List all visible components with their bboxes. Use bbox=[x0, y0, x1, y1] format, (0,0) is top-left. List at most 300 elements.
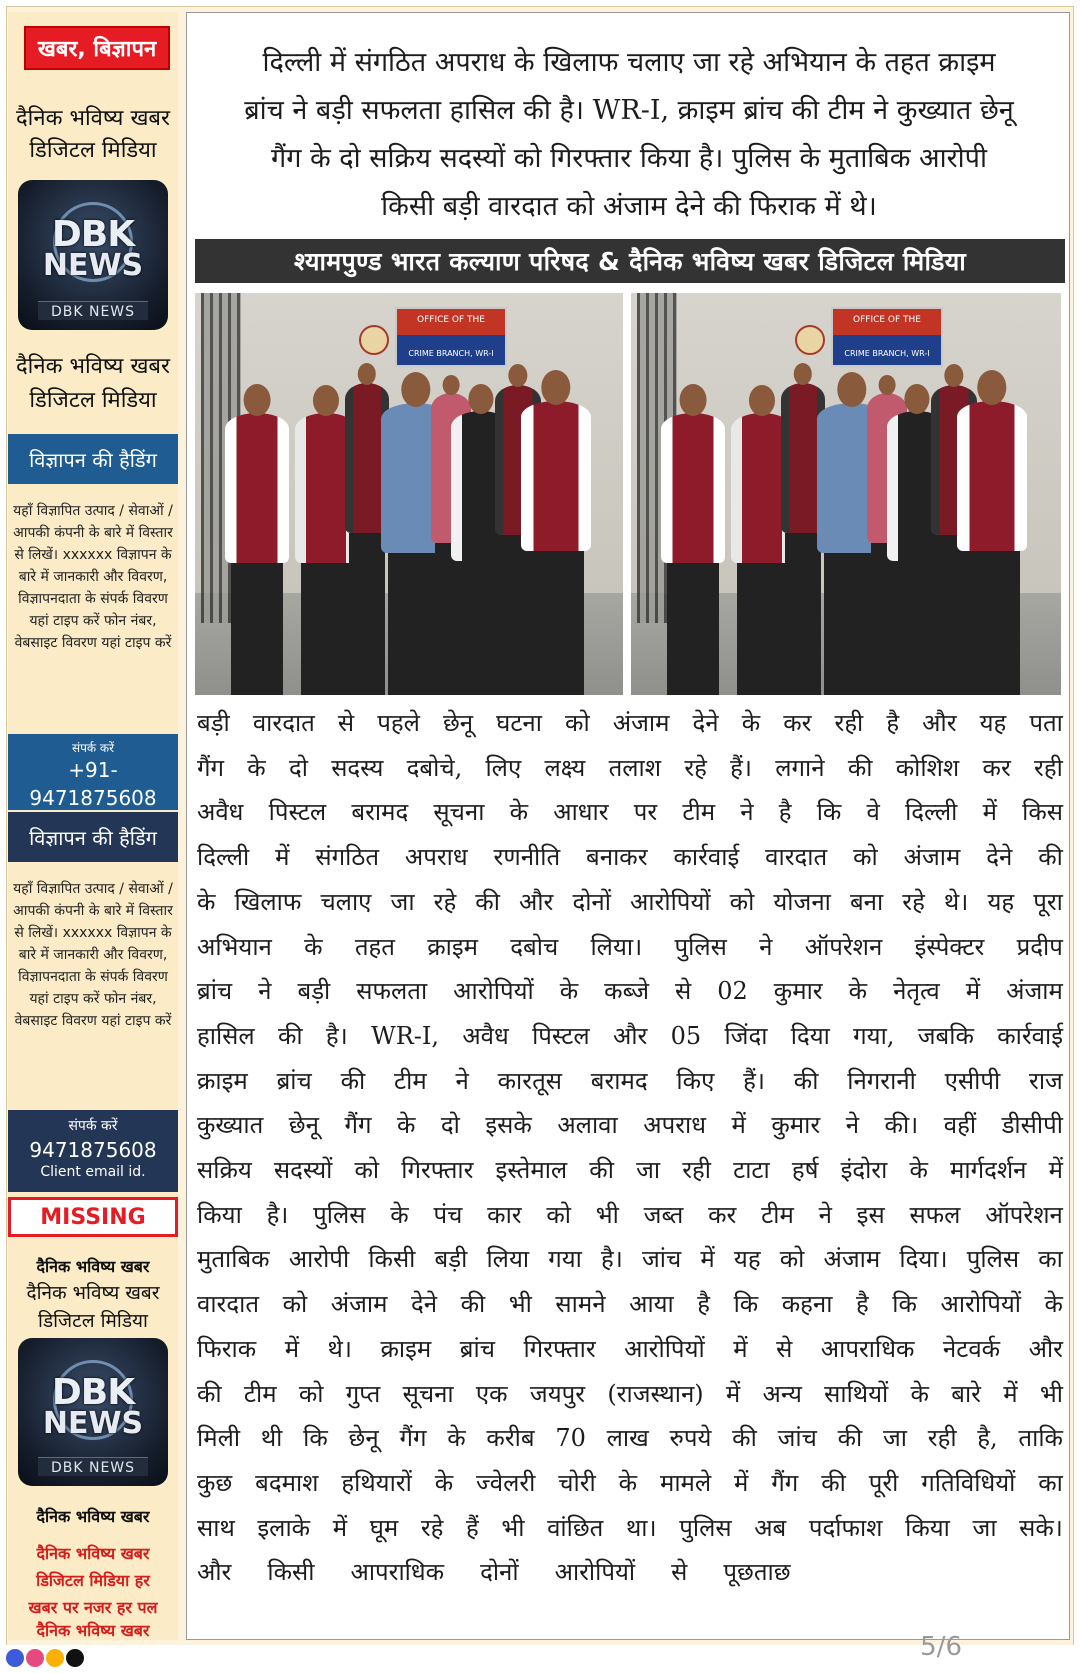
body-word: रही bbox=[682, 1156, 711, 1185]
body-word: अवैध bbox=[197, 798, 244, 827]
body-word: पर्दाफाश bbox=[808, 1513, 883, 1542]
body-line bbox=[197, 969, 1063, 1014]
body-word: रही bbox=[927, 1424, 957, 1453]
body-word: में bbox=[275, 843, 290, 872]
body-word: में bbox=[733, 1334, 748, 1363]
body-line bbox=[197, 880, 1063, 925]
body-word: की bbox=[340, 1066, 366, 1095]
body-word: हर्ष bbox=[791, 1156, 819, 1185]
body-word: तहत bbox=[354, 932, 395, 961]
body-word: हैं। bbox=[730, 753, 753, 782]
missing-line-1: दैनिक भविष्य खबर bbox=[36, 1257, 150, 1276]
body-word: दो bbox=[440, 1111, 460, 1140]
body-word: रहे bbox=[684, 753, 707, 782]
ad-tag: खबर, बिज्ञापन bbox=[24, 26, 170, 70]
brand2-line-1: दैनिक भविष्य खबर bbox=[16, 354, 170, 379]
body-line bbox=[197, 1193, 1063, 1238]
body-word: वे bbox=[866, 798, 880, 827]
body-word: लक्ष्य bbox=[544, 753, 586, 782]
body-word: की bbox=[793, 1066, 819, 1095]
body-word: में bbox=[1003, 1379, 1018, 1408]
body-line bbox=[197, 1103, 1063, 1148]
body-word: की bbox=[589, 1156, 614, 1185]
body-word: वारदात bbox=[765, 843, 828, 872]
body-word: पुलिस bbox=[679, 1513, 732, 1542]
body-word: जा bbox=[882, 1424, 908, 1453]
logo2-subtext: DBK NEWS bbox=[38, 1457, 148, 1476]
body-word: लिए bbox=[485, 753, 522, 782]
ad1-body: यहाँ विज्ञापित उत्पाद / सेवाओं / आपकी कंपनी के बारे में विस्तार से लिखें। xxxxxx विज्ञापन के बारे में जानकारी और विवरण, विज्ञापनदाता के संपर्क विवरण यहां टाइप करें फोन नंबर, वेबसाइट विवरण यहां टाइप करें bbox=[13, 503, 173, 651]
body-word: भी bbox=[508, 1290, 532, 1319]
body-word: यह bbox=[733, 1245, 761, 1274]
body-word: अवैध bbox=[462, 1021, 509, 1050]
body-line bbox=[197, 1416, 1063, 1461]
body-word: से bbox=[675, 977, 692, 1006]
body-word: रणनीति bbox=[493, 843, 561, 872]
body-word: आरोपियों bbox=[940, 1290, 1022, 1319]
body-word: कर bbox=[783, 709, 812, 737]
body-word: का bbox=[1038, 1468, 1063, 1497]
body-word: सके। bbox=[1019, 1513, 1063, 1542]
body-line bbox=[197, 701, 1063, 746]
body-word: अंजाम bbox=[823, 1245, 881, 1274]
body-line bbox=[197, 1550, 1063, 1595]
body-word: थे। bbox=[943, 887, 969, 916]
body-word: कुमार bbox=[773, 977, 823, 1006]
page-dot-4[interactable] bbox=[66, 1649, 84, 1667]
office-signboard bbox=[831, 307, 943, 367]
body-word: की bbox=[1038, 843, 1063, 872]
body-word: दबोचे, bbox=[406, 753, 463, 782]
body-word: और bbox=[922, 709, 957, 737]
body-word: घूम bbox=[369, 1513, 399, 1542]
body-word: इंदोरा bbox=[840, 1156, 888, 1185]
body-word: बना bbox=[849, 887, 884, 916]
body-word: ब्रांच bbox=[197, 977, 233, 1006]
body-word: कार्रवाई bbox=[673, 843, 740, 872]
body-word: के bbox=[434, 1468, 454, 1497]
body-line bbox=[197, 1506, 1063, 1551]
body-word: अंजाम bbox=[1006, 977, 1063, 1006]
ad2-heading: विज्ञापन की हैडिंग bbox=[8, 812, 178, 862]
body-word: था। bbox=[625, 1513, 657, 1542]
body-word: के bbox=[848, 977, 868, 1006]
body-word: मार्गदर्शन bbox=[950, 1156, 1027, 1185]
body-word: के bbox=[1044, 1290, 1063, 1319]
ad1-heading: विज्ञापन की हैडिंग bbox=[8, 434, 178, 484]
body-word: किसी bbox=[267, 1558, 315, 1587]
body-word: रहे bbox=[420, 1513, 444, 1542]
body-word: आरोपियों bbox=[554, 1558, 636, 1587]
page-dot-3[interactable] bbox=[46, 1649, 64, 1667]
body-word: थी bbox=[260, 1424, 283, 1453]
body-word: निगरानी bbox=[847, 1066, 916, 1095]
body-word: की bbox=[732, 1424, 757, 1453]
body-word: कुमार bbox=[771, 1111, 821, 1140]
police-emblem-icon bbox=[795, 325, 825, 355]
body-word: और bbox=[1028, 1334, 1063, 1363]
ad1-phone[interactable]: +91-9471875608 bbox=[29, 758, 157, 810]
body-word: गतिविधियों bbox=[921, 1468, 1016, 1497]
body-word: हथियारों bbox=[341, 1468, 412, 1497]
body-word: ब्रांच bbox=[459, 1334, 495, 1363]
ad2-contact-label: संपर्क करें bbox=[68, 1118, 118, 1134]
person-figure bbox=[661, 413, 725, 563]
body-word: में bbox=[700, 1245, 715, 1274]
body-word: कार bbox=[487, 1200, 522, 1229]
body-word: बनाकर bbox=[586, 843, 648, 872]
body-word: में bbox=[982, 798, 997, 827]
body-word: को bbox=[298, 1379, 324, 1408]
body-word: मुताबिक bbox=[197, 1245, 270, 1274]
missing-line-3: डिजिटल मिडिया bbox=[38, 1310, 148, 1332]
body-word: में bbox=[734, 1468, 749, 1497]
ad1-contact-label: संपर्क करें bbox=[71, 741, 115, 755]
body-word: कुछ bbox=[197, 1468, 233, 1497]
body-word: दोनों bbox=[572, 887, 611, 916]
body-word: मामले bbox=[659, 1468, 712, 1497]
body-word: की। bbox=[884, 1111, 919, 1140]
body-word: में bbox=[731, 1111, 746, 1140]
body-word: पिस्टल bbox=[268, 798, 327, 827]
body-word: किसी bbox=[368, 1245, 416, 1274]
lead-line: किसी बड़ी वारदात को अंजाम देने की फिराक में थे। bbox=[381, 191, 877, 222]
body-word: फिराक bbox=[197, 1334, 257, 1363]
body-word: पहले bbox=[377, 709, 420, 737]
missing-banner: MISSING bbox=[8, 1197, 178, 1237]
body-word: से bbox=[337, 709, 355, 737]
body-word: छेनू bbox=[442, 709, 474, 737]
body-word: अन्य bbox=[762, 1379, 802, 1408]
body-word: छेनू bbox=[348, 1424, 379, 1453]
article-lead bbox=[205, 39, 1053, 231]
body-word: रही bbox=[1034, 753, 1063, 782]
body-word: टाटा bbox=[733, 1156, 770, 1185]
body-word: आरोपी bbox=[288, 1245, 350, 1274]
body-word: पंच bbox=[433, 1200, 463, 1229]
person-figure bbox=[521, 401, 591, 551]
body-word: दिया bbox=[790, 1021, 830, 1050]
body-word: कर bbox=[708, 1200, 737, 1229]
body-word: दो bbox=[288, 753, 308, 782]
body-word: नेटवर्क bbox=[942, 1334, 1001, 1363]
brand-line-2: डिजिटल मिडिया bbox=[29, 138, 157, 163]
body-word: पता bbox=[1029, 709, 1063, 737]
body-word: देने bbox=[411, 1290, 438, 1319]
body-word: लगाने bbox=[775, 753, 825, 782]
body-word: के bbox=[447, 1424, 466, 1453]
body-word: लिया bbox=[486, 1245, 530, 1274]
body-word: वहीं bbox=[943, 1111, 977, 1140]
body-line bbox=[197, 1372, 1063, 1417]
body-word: से bbox=[776, 1334, 793, 1363]
body-word: पूछताछ bbox=[723, 1558, 791, 1587]
body-word: (राजस्थान) bbox=[607, 1379, 704, 1408]
body-line bbox=[197, 1461, 1063, 1506]
body-word: घटना bbox=[496, 709, 542, 737]
body-word: है bbox=[697, 1290, 711, 1319]
body-word: आधार bbox=[553, 798, 609, 827]
body-word: गया, bbox=[853, 1021, 895, 1050]
body-word: सफलता bbox=[356, 977, 428, 1006]
body-word: की bbox=[277, 1021, 303, 1050]
body-line bbox=[197, 790, 1063, 835]
body-word: ज्वेलरी bbox=[476, 1468, 536, 1497]
logo-text-dbk: DBK bbox=[51, 214, 135, 255]
body-word: की bbox=[837, 1424, 863, 1453]
body-word: कारतूस bbox=[497, 1066, 562, 1095]
body-word: के bbox=[197, 887, 216, 916]
body-word: जयपुर bbox=[529, 1379, 586, 1408]
article-panel bbox=[186, 12, 1070, 1640]
body-word: इंस्पेक्टर bbox=[914, 932, 985, 961]
body-word: पूरा bbox=[1033, 887, 1063, 916]
body-word: पर bbox=[633, 798, 658, 827]
slogan-line-3: खबर पर नजर हर पल bbox=[28, 1598, 158, 1617]
body-word: के bbox=[396, 1111, 416, 1140]
body-word: जांच bbox=[642, 1245, 682, 1274]
body-word: को bbox=[779, 1245, 805, 1274]
police-emblem-icon bbox=[359, 325, 389, 355]
body-word: बारे bbox=[951, 1379, 981, 1408]
body-word: को bbox=[853, 843, 878, 872]
body-word: अलावा bbox=[557, 1111, 618, 1140]
body-word: ने bbox=[845, 1111, 860, 1140]
body-word: बदमाश bbox=[255, 1468, 319, 1497]
body-word: गिरफ्तार bbox=[401, 1156, 474, 1185]
body-word: प्रदीप bbox=[1016, 932, 1063, 961]
body-word: 05 bbox=[670, 1021, 702, 1050]
body-word: इस्तेमाल bbox=[495, 1156, 568, 1185]
body-word: साथियों bbox=[824, 1379, 889, 1408]
body-word: कि bbox=[816, 798, 842, 827]
body-word: आया bbox=[629, 1290, 674, 1319]
body-word: क्राइम bbox=[197, 1066, 248, 1095]
sign-line-1: OFFICE OF THE bbox=[853, 315, 921, 325]
body-word: किस bbox=[1022, 798, 1063, 827]
body-word: ने bbox=[258, 977, 272, 1006]
body-word: पुलिस bbox=[674, 932, 727, 961]
body-word: किया bbox=[197, 1200, 242, 1229]
body-word: क्राइम bbox=[380, 1334, 432, 1363]
body-word: छेनू bbox=[288, 1111, 319, 1140]
body-word: अंजाम bbox=[330, 1290, 388, 1319]
brand-line-1: दैनिक भविष्य खबर bbox=[16, 106, 170, 131]
body-word: सफल bbox=[909, 1200, 961, 1229]
body-word: खिलाफ bbox=[234, 887, 302, 916]
body-word: के bbox=[618, 1468, 638, 1497]
body-word: हैं। bbox=[743, 1066, 765, 1095]
body-word: और bbox=[612, 1021, 648, 1050]
body-word: सूचना bbox=[402, 1379, 454, 1408]
publisher-banner: श्यामपुण्ड भारत कल्याण परिषद & दैनिक भविष्य खबर डिजिटल मिडिया bbox=[195, 239, 1065, 283]
body-word: कुख्यात bbox=[197, 1111, 264, 1140]
body-word: दिल्ली bbox=[197, 843, 250, 872]
body-word: में bbox=[1048, 1156, 1063, 1185]
page-dot-2[interactable] bbox=[26, 1649, 44, 1667]
body-word: 70 bbox=[555, 1424, 586, 1453]
body-word: में bbox=[332, 1513, 348, 1542]
body-word: के bbox=[390, 1200, 409, 1229]
body-word: से bbox=[671, 1558, 688, 1587]
body-word: के bbox=[247, 753, 266, 782]
body-word: लाख bbox=[606, 1424, 649, 1453]
dbk-news-logo-2 bbox=[18, 1338, 168, 1486]
body-line bbox=[197, 1237, 1063, 1282]
body-word: कि bbox=[892, 1290, 917, 1319]
body-word: कहना bbox=[781, 1290, 833, 1319]
sidebar bbox=[8, 12, 178, 1640]
body-word: क्राइम bbox=[427, 932, 479, 961]
body-word: है। bbox=[601, 1245, 623, 1274]
body-word: में bbox=[725, 1379, 741, 1408]
body-word: है bbox=[886, 709, 900, 737]
body-word: 02 bbox=[717, 977, 748, 1006]
ad2-body: यहाँ विज्ञापित उत्पाद / सेवाओं / आपकी कंपनी के बारे में विस्तार से लिखें। xxxxxx विज्ञापन के बारे में जानकारी और विवरण, विज्ञापनदाता के संपर्क विवरण यहां टाइप करें फोन नंबर, वेबसाइट विवरण यहां टाइप करें bbox=[13, 881, 173, 1029]
slogan-line-4: दैनिक भविष्य खबर bbox=[36, 1621, 150, 1640]
body-word: बरामद bbox=[351, 798, 409, 827]
body-line bbox=[197, 746, 1063, 791]
body-word: सूचना bbox=[433, 798, 485, 827]
body-word: यह bbox=[987, 887, 1015, 916]
body-word: दबोच bbox=[510, 932, 559, 961]
body-word: इसके bbox=[485, 1111, 532, 1140]
body-word: दोनों bbox=[480, 1558, 519, 1587]
body-word: देने bbox=[986, 843, 1013, 872]
body-word: टीम bbox=[394, 1066, 427, 1095]
brand2-line-2: डिजिटल मिडिया bbox=[29, 388, 157, 413]
body-word: वारदात bbox=[252, 709, 315, 737]
ad2-phone[interactable]: 9471875608 bbox=[29, 1138, 157, 1162]
body-word: आपराधिक bbox=[820, 1334, 915, 1363]
lead-line: ब्रांच ने बड़ी सफलता हासिल की है। WR-I, क्राइम ब्रांच की टीम ने कुख्यात छेनू bbox=[244, 95, 1014, 126]
body-word: सामने bbox=[555, 1290, 606, 1319]
body-word: आरोपियों bbox=[630, 887, 711, 916]
body-word: एक bbox=[475, 1379, 508, 1408]
body-word: और bbox=[519, 887, 554, 916]
body-word: यह bbox=[979, 709, 1007, 737]
body-word: लिया। bbox=[590, 932, 643, 961]
sign-line-1: OFFICE OF THE bbox=[417, 315, 485, 325]
body-word: दिया। bbox=[899, 1245, 948, 1274]
body-word: वारदात bbox=[197, 1290, 260, 1319]
body-word: के bbox=[741, 709, 761, 737]
body-word: अपराध bbox=[643, 1111, 706, 1140]
body-word: अंजाम bbox=[612, 709, 670, 737]
body-word: गैंग bbox=[344, 1111, 372, 1140]
body-word: ऑपरेशन bbox=[804, 932, 883, 961]
body-word: इस bbox=[856, 1200, 885, 1229]
body-word: ताकि bbox=[1018, 1424, 1063, 1453]
body-word: जिंदा bbox=[724, 1021, 768, 1050]
body-word: वांछित bbox=[547, 1513, 604, 1542]
body-word: रहे bbox=[902, 887, 925, 916]
body-word: थे। bbox=[327, 1334, 352, 1363]
body-line bbox=[197, 1282, 1063, 1327]
body-line bbox=[197, 1014, 1063, 1059]
body-line bbox=[197, 1059, 1063, 1104]
body-word: भी bbox=[1039, 1379, 1063, 1408]
body-word: बड़ी bbox=[197, 709, 230, 737]
body-word: सदस्य bbox=[331, 753, 384, 782]
body-word: बड़ी bbox=[297, 977, 331, 1006]
body-word: हैं bbox=[466, 1513, 479, 1542]
body-word: टीम bbox=[243, 1379, 277, 1408]
body-word: बड़ी bbox=[434, 1245, 468, 1274]
news-photo-1 bbox=[195, 293, 623, 695]
body-word: गैंग bbox=[771, 1468, 799, 1497]
body-word: किया bbox=[905, 1513, 950, 1542]
page-dot-1[interactable] bbox=[6, 1649, 24, 1667]
body-word: भी bbox=[501, 1513, 525, 1542]
body-word: को bbox=[354, 1156, 380, 1185]
ad1-contact bbox=[8, 734, 178, 810]
article-body bbox=[197, 701, 1063, 1595]
body-word: पूरी bbox=[868, 1468, 899, 1497]
body-word: बरामद bbox=[590, 1066, 648, 1095]
body-word: ने bbox=[455, 1066, 469, 1095]
body-word: मिली bbox=[197, 1424, 241, 1453]
body-word: की bbox=[475, 887, 500, 916]
body-word: इलाके bbox=[257, 1513, 311, 1542]
bottom-strip bbox=[0, 1645, 1080, 1673]
body-word: के bbox=[910, 1379, 929, 1408]
body-word: ने bbox=[740, 798, 754, 827]
body-word: जब्त bbox=[643, 1200, 684, 1229]
logo-text-news: NEWS bbox=[42, 248, 144, 283]
body-word: का bbox=[1038, 1245, 1063, 1274]
missing-line-4: दैनिक भविष्य खबर bbox=[36, 1507, 150, 1526]
ad2-email[interactable]: Client email id. bbox=[40, 1164, 146, 1180]
slogan-line-2: डिजिटल मिडिया हर bbox=[36, 1571, 150, 1590]
body-line bbox=[197, 835, 1063, 880]
person-figure bbox=[225, 413, 289, 563]
body-word: तलाश bbox=[608, 753, 662, 782]
body-word: कार्रवाई bbox=[997, 1021, 1063, 1050]
body-word: ब्रांच bbox=[276, 1066, 312, 1095]
body-word: की bbox=[821, 1468, 846, 1497]
body-word: अब bbox=[754, 1513, 787, 1542]
lead-line: दिल्ली में संगठित अपराध के खिलाफ चलाए जा रहे अभियान के तहत क्राइम bbox=[262, 47, 996, 78]
body-word: और bbox=[197, 1558, 232, 1587]
body-word: कि bbox=[303, 1424, 328, 1453]
body-word: देने bbox=[692, 709, 719, 737]
body-line bbox=[197, 1327, 1063, 1372]
body-word: जबकि bbox=[917, 1021, 974, 1050]
body-word: है bbox=[778, 798, 792, 827]
body-word: आरोपियों bbox=[624, 1334, 705, 1363]
body-word: हासिल bbox=[197, 1021, 255, 1050]
body-word: दिल्ली bbox=[905, 798, 958, 827]
body-word: जा bbox=[636, 1156, 661, 1185]
dbk-news-logo bbox=[18, 180, 168, 330]
body-word: अपराध bbox=[404, 843, 468, 872]
body-word: गिरफ्तार bbox=[523, 1334, 596, 1363]
page-number: 5/6 bbox=[920, 1632, 962, 1662]
body-word: में bbox=[284, 1334, 300, 1363]
body-word: आरोपियों bbox=[453, 977, 534, 1006]
body-word: के bbox=[909, 1156, 928, 1185]
body-word: डीसीपी bbox=[1001, 1111, 1063, 1140]
body-word: जा bbox=[390, 887, 415, 916]
ad2-contact bbox=[8, 1110, 178, 1192]
body-word: गैंग bbox=[197, 753, 225, 782]
body-word: की bbox=[460, 1290, 486, 1319]
body-word: नेतृत्व bbox=[893, 977, 940, 1006]
body-word: सदस्यों bbox=[273, 1156, 333, 1185]
body-word: अंजाम bbox=[903, 843, 961, 872]
body-word: राज bbox=[1029, 1066, 1063, 1095]
